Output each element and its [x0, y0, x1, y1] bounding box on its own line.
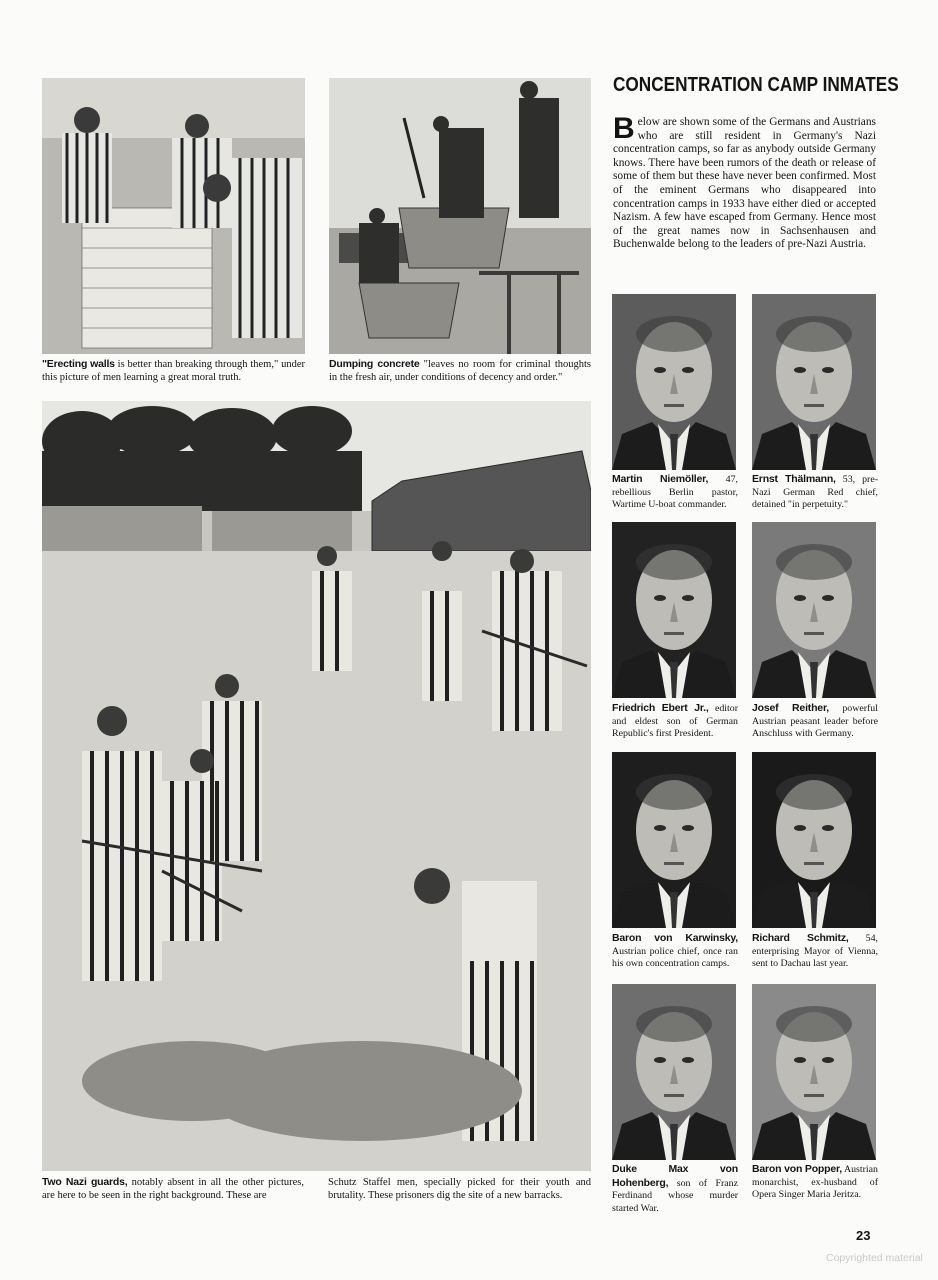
- portrait-photo: [752, 984, 876, 1160]
- portrait-photo: [752, 294, 876, 470]
- caption-erecting-walls: [42, 358, 305, 384]
- page-headline: CONCENTRATION CAMP INMATES: [613, 74, 899, 96]
- page-number: 23: [856, 1228, 871, 1243]
- portrait-description: 53, pre-Nazi German Red chief, detained "in perpetuity.": [752, 474, 878, 511]
- caption-barracks-text-left: notably absent in all the other pictures, are here to be seen in the right background. These are: [42, 1177, 304, 1201]
- photo-dumping-concrete: [329, 78, 591, 354]
- caption-dumping-concrete-lead: Dumping concrete: [329, 358, 420, 370]
- portrait-name: Friedrich Ebert Jr.,: [612, 702, 709, 714]
- portrait-photo: [612, 294, 736, 470]
- portrait-caption: [752, 702, 878, 741]
- portrait-photo: [752, 522, 876, 698]
- portrait-photo: [752, 752, 876, 928]
- portrait-description: son of Franz Ferdinand whose murder started War.: [612, 1177, 738, 1214]
- portrait-caption: [612, 1163, 738, 1215]
- portrait-description: Austrian police chief, once ran his own concentration camps.: [612, 945, 738, 970]
- portrait-caption: [612, 932, 738, 971]
- photo-erecting-walls: [42, 78, 305, 354]
- intro-dropcap: B: [613, 112, 635, 145]
- portrait-name: Ernst Thälmann,: [752, 473, 836, 485]
- caption-dumping-concrete: [329, 358, 591, 384]
- portrait-name: Baron von Popper,: [752, 1163, 843, 1175]
- portrait-description: powerful Austrian peasant leader before Anschluss with Germany.: [752, 703, 878, 740]
- portrait-description: 47, rebellious Berlin pastor, Wartime U-boat commander.: [612, 474, 738, 511]
- portrait-caption: [752, 473, 878, 512]
- portrait-description: Austrian monarchist, ex-husband of Opera Singer Maria Jeritza.: [752, 1164, 878, 1201]
- caption-barracks-text-right: Schutz Staffel men, specially picked for their youth and brutality. These prisoners dig the site of a new barracks.: [328, 1177, 591, 1201]
- portrait-caption: [612, 473, 738, 512]
- caption-barracks-right: [328, 1176, 591, 1202]
- portrait-caption: [752, 1163, 878, 1202]
- intro-text: elow are shown some of the Germans and Austrians who are still resident in Germany's Nazi concentration camps, so far as anybody outside Germany knows. There have been rumors of the death or release of some of them but these have never been confirmed. Most of the eminent Germans who disappeared into concentration camps in 1933 have either died or accepted Nazism. A few have escaped from Germany. Hence most of the great names now in Sachsenhausen and Buchenwalde belong to the leaders of pre-Nazi Austria.: [613, 116, 876, 251]
- portrait-name: Martin Niemöller,: [612, 473, 709, 485]
- portrait-photo: [612, 984, 736, 1160]
- caption-dumping-concrete-text: "leaves no room for criminal thoughts in the fresh air, under conditions of decency and order.": [329, 359, 591, 383]
- intro-paragraph: [613, 112, 876, 252]
- portrait-name: Richard Schmitz,: [752, 932, 849, 944]
- caption-barracks-left: [42, 1176, 304, 1202]
- portrait-caption: [752, 932, 878, 971]
- caption-barracks-lead: Two Nazi guards,: [42, 1176, 128, 1188]
- portrait-name: Josef Reither,: [752, 702, 829, 714]
- caption-erecting-walls-text: is better than breaking through them," under this picture of men learning a great moral truth.: [42, 359, 305, 383]
- copyright-watermark: Copyrighted material: [826, 1252, 923, 1264]
- caption-erecting-walls-lead: "Erecting walls: [42, 358, 115, 370]
- portrait-description: editor and eldest son of German Republic's first President.: [612, 703, 738, 740]
- portrait-name: Duke Max von Hohenberg,: [612, 1163, 738, 1189]
- photo-barracks-site: [42, 401, 591, 1171]
- portrait-photo: [612, 752, 736, 928]
- portrait-photo: [612, 522, 736, 698]
- portrait-description: 54, enterprising Mayor of Vienna, sent to Dachau last year.: [752, 933, 879, 970]
- portrait-name: Baron von Karwinsky,: [612, 932, 738, 944]
- portrait-caption: [612, 702, 738, 741]
